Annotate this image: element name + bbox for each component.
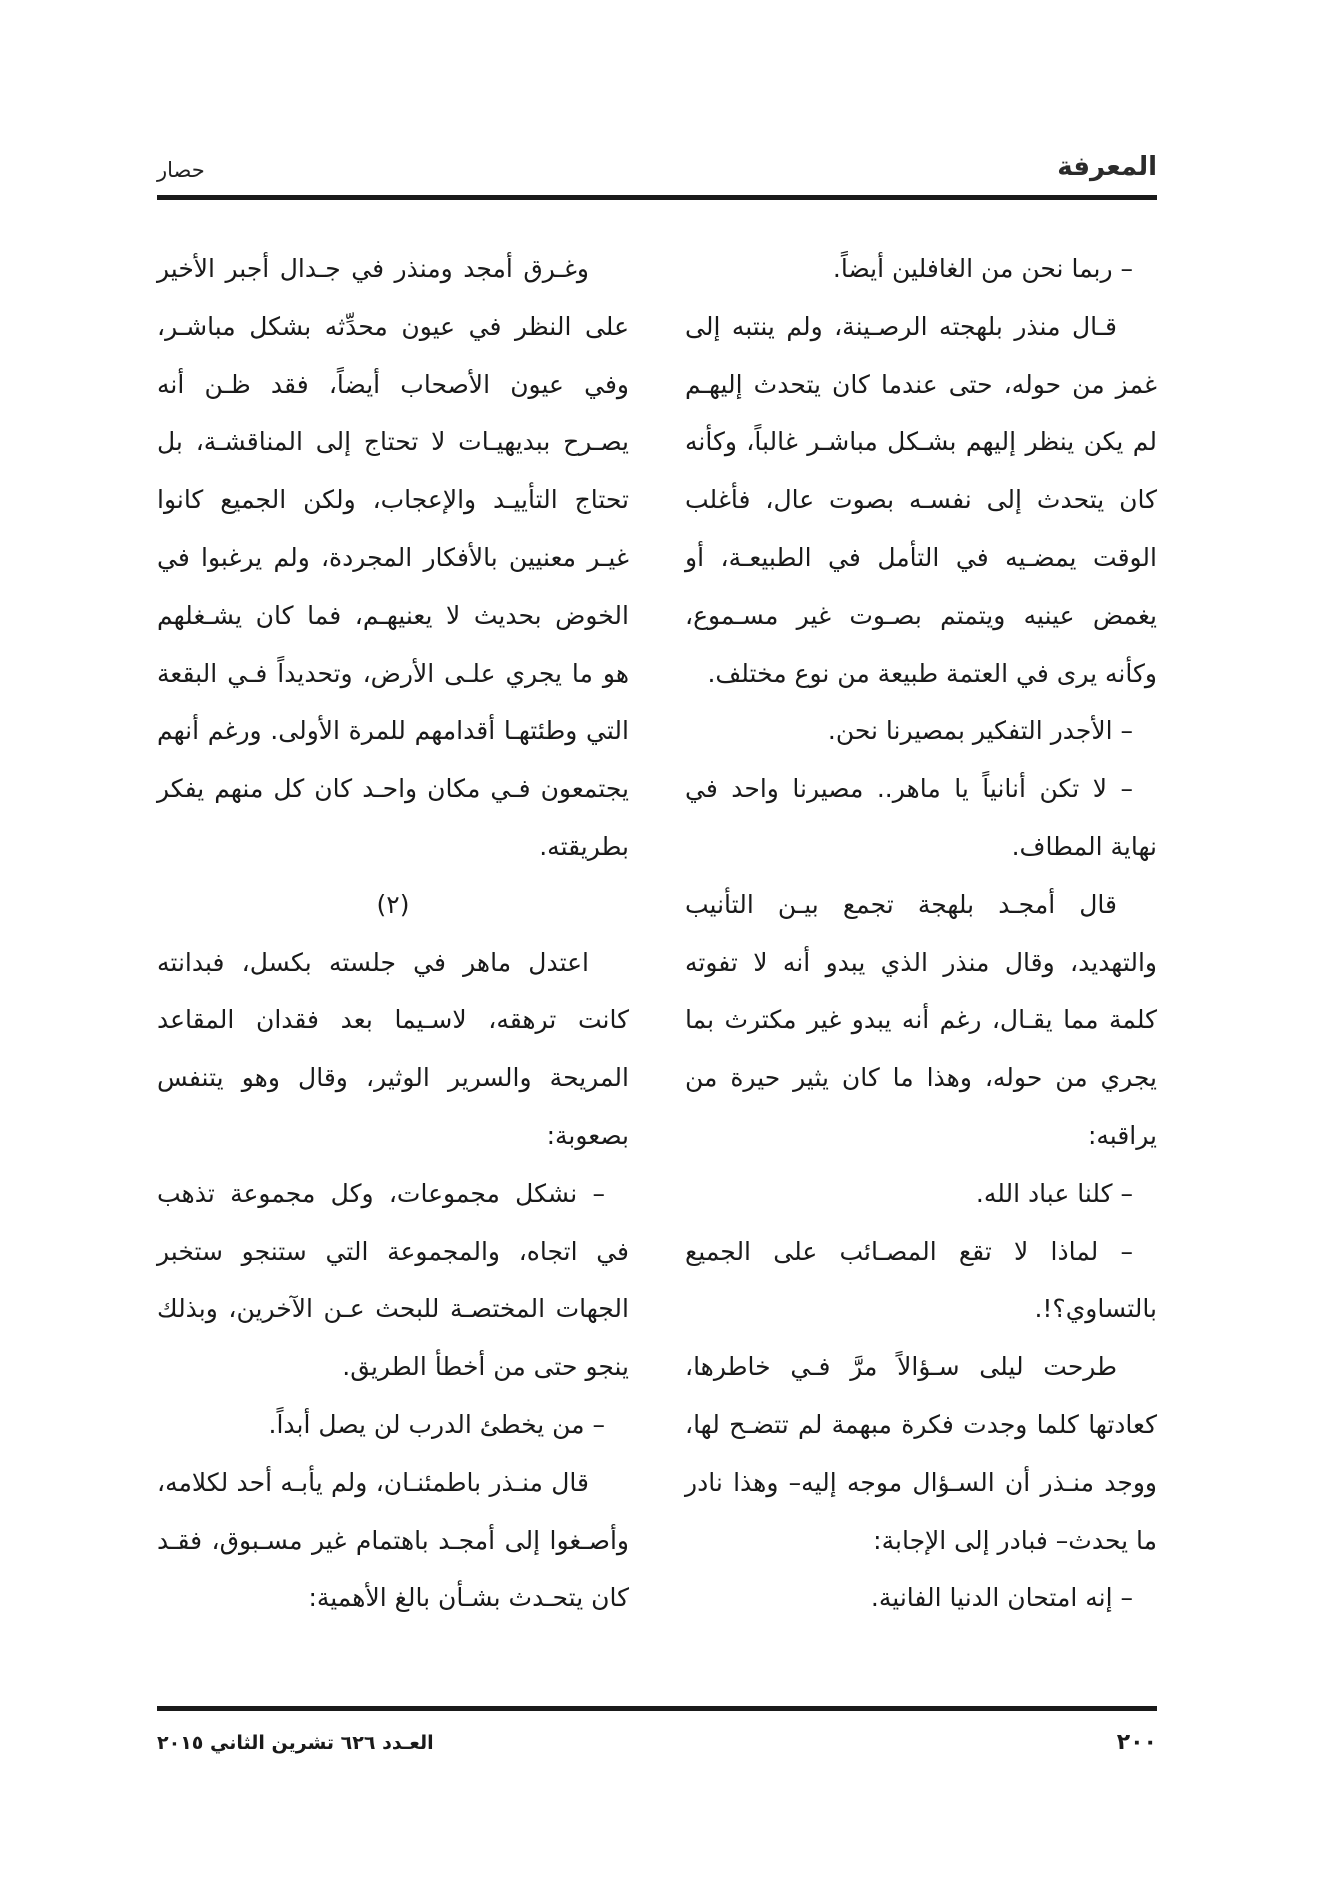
footer-divider <box>157 1706 1157 1711</box>
right-column <box>685 240 1157 1627</box>
paragraph: اعتدل ماهر في جلسته بكسل، فبدانته كانت ترهقه، لاسـيما بعد فقدان المقاعد المريحة والسرير الوثير، وقال وهو يتنفس بصعوبة: <box>157 947 629 1150</box>
dialogue-line: – من يخطئ الدرب لن يصل أبداً. <box>268 1409 605 1439</box>
dialogue-line: – كلنا عباد الله. <box>975 1178 1133 1208</box>
paragraph: وغـرق أمجد ومنذر في جـدال أجبر الأخير على النظر في عيون محدِّثه بشكل مباشـر، وفي عيون الأصحاب أيضاً، فقد ظـن أنه يصـرح ببديهيـات لا تحتاج إلى المناقشـة، بل تحتاج التأييـد والإعجاب، ولكن الجميع كانوا غيـر معنيين بالأفكار المجردة، ولم يرغبوا في الخوض بحديث لا يعنيهـم، فما كان يشـغلهم هو ما يجري علـى الأرض، وتحديداً فـي البقعة التي وطئتهـا أقدامهم للمرة الأولى. ورغم أنهم يجتمعون فـي مكان واحـد كان كل منهم يفكر بطريقته. <box>157 254 629 861</box>
header-divider <box>157 195 1157 200</box>
dialogue-line: – إنه امتحان الدنيا الفانية. <box>870 1583 1133 1613</box>
dialogue-line: – الأجدر التفكير بمصيرنا نحن. <box>827 716 1133 746</box>
dialogue-line: – ربما نحن من الغافلين أيضاً. <box>832 254 1133 283</box>
section-number: (٢) <box>376 889 410 919</box>
dialogue-line: – نشكل مجموعات، وكل مجموعة تذهب في اتجاه، والمجموعة التي ستنجو ستخبر الجهات المختصـة للبحث عـن الآخرين، وبذلك ينجو حتى من أخطأ الطريق. <box>157 1178 629 1382</box>
left-column <box>157 240 629 1627</box>
paragraph: قال أمجـد بلهجة تجمع بيـن التأنيب والتهديد، وقال منذر الذي يبدو أنه لا تفوته كلمة مما يقـال، رغم أنه يبدو غير مكترث بما يجري من حوله، وهذا ما كان يثير حيرة من يراقبه: <box>685 889 1157 1150</box>
dialogue-line: – لماذا لا تقع المصـائب على الجميع بالتساوي؟!. <box>685 1236 1157 1324</box>
paragraph: قـال منذر بلهجته الرصـينة، ولم ينتبه إلى غمز من حوله، حتى عندما كان يتحدث إليهـم لم يكن ينظر إليهم بشـكل مباشـر غالباً، وكأنه كان يتحدث إلى نفسـه بصوت عال، فأغلب الوقت يمضـيه في التأمل في الطبيعـة، أو يغمض عينيه ويتمتم بصـوت غير مسـموع، وكأنه يرى في العتمة طبيعة من نوع مختلف. <box>685 311 1157 688</box>
page-header <box>157 148 1157 188</box>
page-number: ٢٠٠ <box>1116 1730 1157 1755</box>
issue-info: العـدد ٦٢٦ تشرين الثاني ٢٠١٥ <box>157 1732 434 1754</box>
dialogue-line: – لا تكن أنانياً يا ماهر.. مصيرنا واحد في نهاية المطاف. <box>685 774 1157 861</box>
magazine-logo: المعرفة <box>1057 152 1157 182</box>
paragraph: قال منـذر باطمئنـان، ولم يأبـه أحد لكلامه، وأصـغوا إلى أمجـد باهتمام غير مسـبوق، فقـد كان يتحـدث بشـأن بالغ الأهمية: <box>157 1467 629 1613</box>
page-footer <box>157 1730 1157 1770</box>
paragraph: طرحت ليلى سـؤالاً مرَّ فـي خاطرها، كعادتها كلما وجدت فكرة مبهمة لم تتضـح لها، ووجد منـذر أن السـؤال موجه إليه– وهذا نادر ما يحدث– فبادر إلى الإجابة: <box>685 1352 1157 1555</box>
section-title: حصار <box>157 158 205 182</box>
